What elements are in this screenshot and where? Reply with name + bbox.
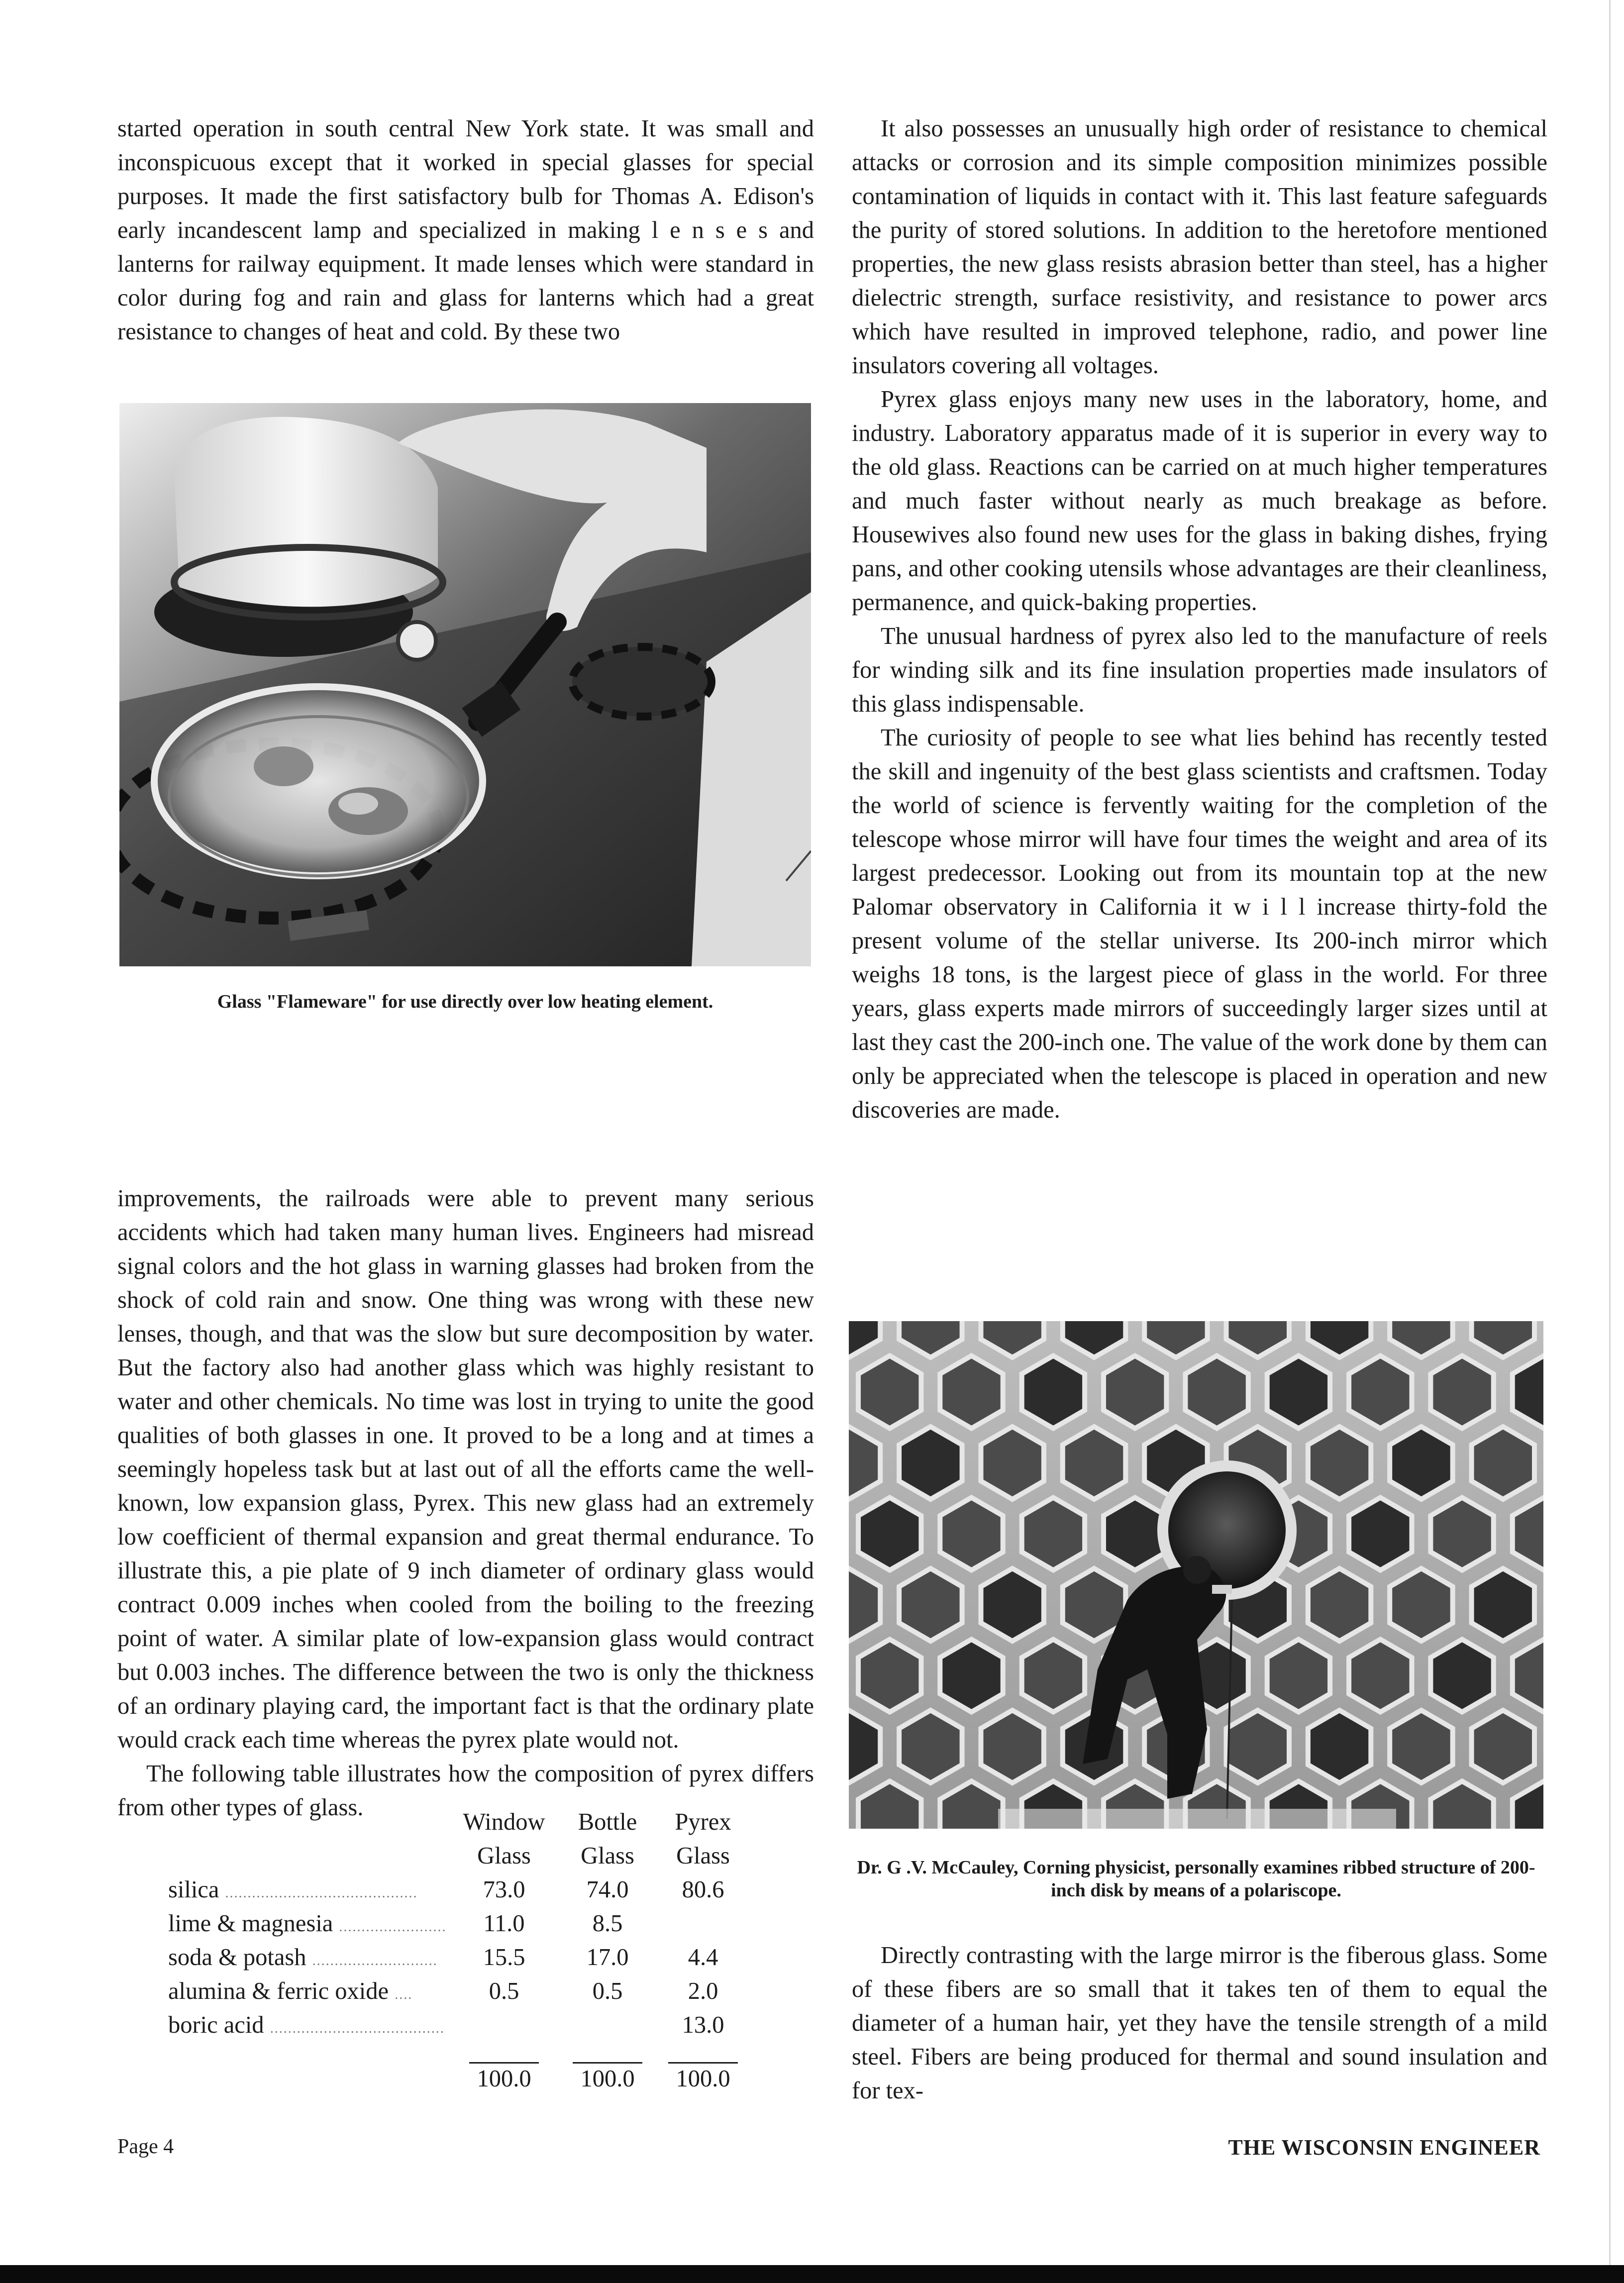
hex-cell: [858, 1640, 921, 1712]
hex-cell: [1472, 1568, 1534, 1641]
page-number: Page 4: [117, 2135, 174, 2158]
total-bottle: 100.0: [580, 2066, 635, 2092]
header-pyrex-glass: Glass: [676, 1843, 730, 1869]
row-label: lime & magnesia: [168, 1910, 333, 1937]
total-pyrex: 100.0: [676, 2066, 730, 2092]
hex-cell: [1430, 1356, 1493, 1429]
right-para-2: Pyrex glass enjoys many new uses in the laboratory, home, and industry. Laboratory apparatus made of it is superior in every way to the old glass. Reactions can be carried on at much higher temperatures and much faster without nearly as much breakage as before. Housewives also found new uses for the glass in baking dishes, frying pans, and other cooking utensils whose advantages are their cleanliness, permanence, and quick-baking properties.: [852, 386, 1547, 616]
right-para-4: The curiosity of people to see what lies behind has recently tested the skill and ingenuity of the best glass scientists and craftsmen. Today the world of science is fervently waiting for the completion of the telescope whose mirror will have four times the weight and area of its largest predecessor. Looking out from its mountain top at the new Palomar observatory in California it w i l l increase thirty-fold the present volume of the stellar universe. Its 200-inch mirror which weighs 18 tons, is the largest piece of glass in the world. For three years, glass experts made mirrors of succeedingly larger sizes until at last they cast the 200-inch one. The value of the work done by them can only be appreciated when the telescope is placed in operation and new discoveries are made.: [852, 725, 1547, 1123]
hex-cell: [1472, 1710, 1534, 1783]
hex-cell: [1349, 1498, 1412, 1570]
hex-cell: [1063, 1427, 1126, 1499]
hex-cell: [899, 1427, 962, 1499]
scan-edge-band: [0, 2265, 1624, 2283]
left-para-1: started operation in south central New York state. It was small and inconspicuous except that it worked in special glasses for special purposes. It made the first satisfactory bulb for Thomas A. Edison's early incandescent lamp and specialized in making l e n s e s and lanterns for railway equipment. It made lenses which were standard in color during fog and rain and glass for lanterns which had a great resistance to changes of heat and cold. By these two: [117, 115, 814, 345]
mirror-disk-photo: [849, 1321, 1543, 1829]
cell-window: 11.0: [483, 1910, 525, 1937]
hex-cell: [1104, 1498, 1166, 1570]
figure2-caption: Dr. G .V. McCauley, Corning physicist, personally examines ribbed structure of 200-inch disk by means of a polariscope.: [857, 1857, 1535, 1901]
hex-cell: [1390, 1710, 1453, 1783]
hex-cell: [981, 1568, 1044, 1641]
right-para-1: It also possesses an unusually high order of resistance to chemical attacks or corrosion and its simple composition minimizes possible contamination of liquids in contact with it. This last feature safeguards the purity of stored solutions. In addition to the heretofore mentioned properties, the new glass resists abrasion better than steel, has a higher dielectric strength, surface resistivity, and resistance to power arcs which have resulted in improved telephone, radio, and power line insulators covering all voltages.: [852, 115, 1547, 379]
hex-cell: [1430, 1498, 1493, 1570]
hex-cell: [899, 1710, 962, 1783]
row-label: soda & potash: [168, 1944, 306, 1971]
leader-dots: ............................: [312, 1953, 438, 1969]
hex-cell: [1022, 1640, 1085, 1712]
row-label: silica: [168, 1876, 219, 1903]
hex-cell: [1430, 1640, 1493, 1712]
hex-cell: [1185, 1356, 1248, 1429]
right-para-5: Directly contrasting with the large mirror is the fiberous glass. Some of these fibers are so small that it takes ten of them to equal the diameter of a human hair, yet they have the tensile strength of a mild steel. Fibers are being produced for thermal and sound insulation and for tex-: [852, 1942, 1547, 2104]
hex-cell: [940, 1356, 1003, 1429]
hex-cell: [940, 1498, 1003, 1570]
left-para-3: The following table illustrates how the composition of pyrex differs from other types of glass.: [117, 1761, 814, 1821]
cell-bottle: 17.0: [586, 1944, 629, 1971]
header-window: Window: [463, 1809, 545, 1835]
hex-cell: [1308, 1568, 1371, 1641]
hex-cell: [858, 1498, 921, 1570]
row-label: alumina & ferric oxide: [168, 1978, 389, 2004]
cell-pyrex: 13.0: [682, 2012, 724, 2038]
hex-cell: [981, 1710, 1044, 1783]
hex-cell: [1308, 1710, 1371, 1783]
right-para-3: The unusual hardness of pyrex also led to the manufacture of reels for winding silk and its fine insulation properties made insulators of this glass indispensable.: [852, 623, 1547, 717]
hex-cell: [940, 1640, 1003, 1712]
hex-cell: [1472, 1427, 1534, 1499]
header-bottle-glass: Glass: [581, 1843, 634, 1869]
row-label: boric acid: [168, 2012, 264, 2038]
hex-cell: [1390, 1427, 1453, 1499]
leader-dots: .......................................: [270, 2021, 445, 2036]
header-pyrex: Pyrex: [675, 1809, 731, 1835]
cell-window: 0.5: [489, 1978, 519, 2004]
magazine-title: THE WISCONSIN ENGINEER: [1228, 2135, 1540, 2160]
hex-cell: [1390, 1568, 1453, 1641]
header-window-glass: Glass: [477, 1843, 531, 1869]
hex-cell: [1349, 1640, 1412, 1712]
hex-cell: [1022, 1356, 1085, 1429]
right-column-continued: [852, 1939, 1547, 2108]
hex-cell: [1022, 1498, 1085, 1570]
figure1-caption: Glass "Flameware" for use directly over low heating element.: [217, 991, 713, 1012]
hex-cell: [1226, 1710, 1290, 1783]
leader-dots: ........................: [339, 1919, 447, 1935]
hex-cell: [1104, 1356, 1166, 1429]
cell-window: 15.5: [483, 1944, 525, 1971]
hex-cell: [1308, 1427, 1371, 1499]
hex-cell: [1349, 1356, 1412, 1429]
cell-pyrex: 4.4: [688, 1944, 718, 1971]
left-para-2: improvements, the railroads were able to prevent many serious accidents which had taken many human lives. Engineers had misread signal colors and the hot glass in warning glasses had broken from the shock of cold rain and snow. One thing was wrong with these new lenses, though, and that was the slow but sure decomposition by water. But the factory also had another glass which was highly resistant to water and other chemicals. No time was lost in trying to unite the good qualities of both glasses in one. It proved to be a long and at times a seemingly hopeless task but at last out of all the efforts came the well-known, low expansion glass, Pyrex. This new glass had an extremely low coefficient of thermal expansion and great thermal endurance. To illustrate this, a pie plate of 9 inch diameter of ordinary glass would contract 0.009 inches when cooled from the boiling to the freezing point of water. A similar plate of low-expansion glass would contract but 0.003 inches. The difference between the two is only the thickness of an ordinary playing card, the important fact is that the ordinary plate would crack each time whereas the pyrex plate would not.: [117, 1185, 814, 1753]
right-column: [852, 112, 1547, 1127]
cell-pyrex: 2.0: [688, 1978, 718, 2004]
cell-bottle: 74.0: [586, 1876, 629, 1903]
flameware-photo: [119, 403, 811, 966]
hex-cell: [981, 1427, 1044, 1499]
total-window: 100.0: [477, 2066, 531, 2092]
hex-cell: [899, 1568, 962, 1641]
hex-cell: [1267, 1356, 1330, 1429]
leader-dots: ....: [395, 1987, 413, 2002]
hex-cell: [1267, 1640, 1330, 1712]
cell-bottle: 0.5: [592, 1978, 623, 2004]
leader-dots: ...........................................: [225, 1885, 418, 1901]
header-bottle: Bottle: [578, 1809, 637, 1835]
cell-window: 73.0: [483, 1876, 525, 1903]
left-column: [117, 112, 814, 1825]
cell-bottle: 8.5: [592, 1910, 623, 1937]
page-edge: [1609, 0, 1624, 2265]
hex-cell: [858, 1356, 921, 1429]
cell-pyrex: 80.6: [682, 1876, 724, 1903]
